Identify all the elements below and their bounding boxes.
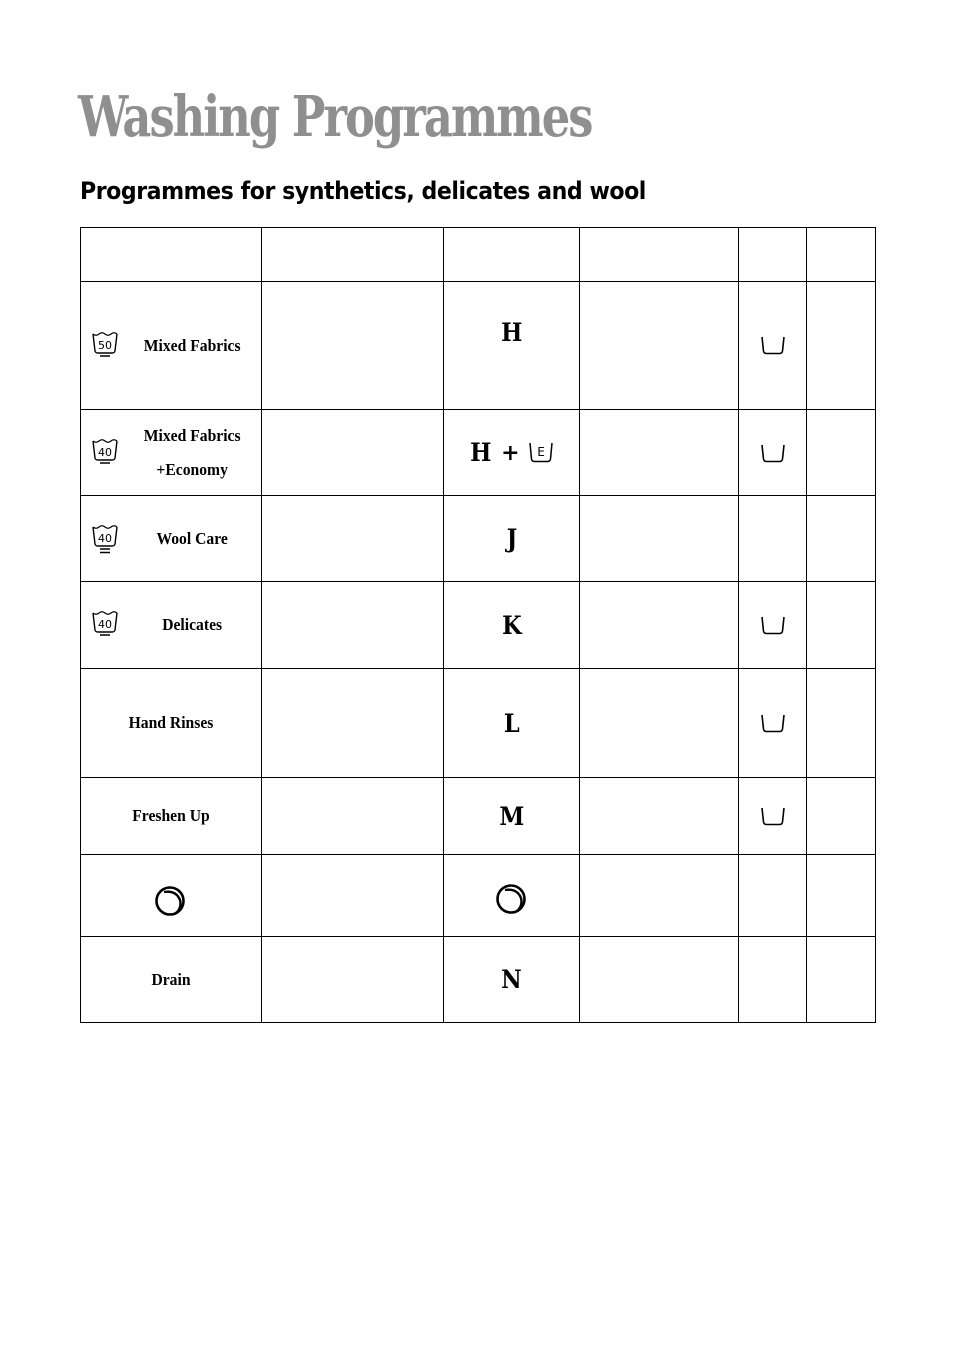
table-cell	[807, 937, 876, 1023]
detergent-cell	[739, 582, 807, 669]
programme-name-cell	[81, 778, 262, 855]
section-subtitle: Programmes for synthetics, delicates and wool	[80, 177, 646, 205]
programme-letter-cell	[444, 582, 580, 669]
programme-name: Drain	[151, 969, 191, 989]
programme-name: +Economy	[156, 459, 228, 479]
table-row	[81, 855, 876, 937]
spin-icon	[495, 882, 529, 916]
detergent-tub-icon	[760, 334, 786, 356]
table-cell	[580, 855, 739, 937]
programme-letter: H	[470, 438, 492, 467]
programme-letter-cell	[444, 669, 580, 778]
programme-letter-cell	[444, 496, 580, 582]
table-row	[81, 669, 876, 778]
care-temperature: 50	[98, 338, 112, 352]
table-header-row	[81, 228, 876, 282]
table-cell	[807, 778, 876, 855]
programme-name: Mixed Fabrics	[143, 335, 241, 355]
table-cell	[807, 282, 876, 410]
detergent-cell	[739, 855, 807, 937]
table-cell	[262, 778, 444, 855]
table-cell	[580, 669, 739, 778]
spin-icon	[154, 884, 188, 918]
detergent-cell	[739, 282, 807, 410]
plus-sign: +	[501, 439, 520, 466]
table-cell	[580, 582, 739, 669]
detergent-tub-icon	[760, 712, 786, 734]
programme-letter-cell	[444, 410, 580, 496]
detergent-tub-icon	[760, 614, 786, 636]
header-cell	[444, 228, 580, 282]
detergent-cell	[739, 496, 807, 582]
table-row	[81, 410, 876, 496]
table-cell	[262, 496, 444, 582]
table-row	[81, 282, 876, 410]
table-cell	[580, 282, 739, 410]
detergent-cell	[739, 778, 807, 855]
care-temperature: 40	[98, 531, 112, 545]
page-title: Washing Programmes	[78, 84, 592, 150]
programme-name-cell	[81, 855, 262, 937]
programme-name: Freshen Up	[132, 806, 210, 825]
table-cell	[807, 582, 876, 669]
detergent-tub-icon	[760, 442, 786, 464]
programme-name-cell	[81, 669, 262, 778]
table-cell	[580, 496, 739, 582]
table-cell	[262, 582, 444, 669]
table-cell	[262, 282, 444, 410]
table-cell	[807, 855, 876, 937]
table-row	[81, 496, 876, 582]
programme-letter-cell	[444, 937, 580, 1023]
care-temperature: 40	[98, 618, 112, 631]
programme-name: Wool Care	[156, 528, 228, 548]
table-row	[81, 937, 876, 1023]
table-cell	[807, 496, 876, 582]
programme-name-cell	[81, 582, 262, 669]
programme-letter: K	[501, 610, 522, 640]
programme-letter: N	[501, 965, 522, 994]
programme-name-cell	[81, 282, 262, 410]
header-cell	[81, 228, 262, 282]
programme-name: Hand Rinses	[128, 713, 214, 732]
table-row	[81, 582, 876, 669]
table-cell	[580, 937, 739, 1023]
header-cell	[580, 228, 739, 282]
programme-name-cell	[81, 496, 262, 582]
detergent-cell	[739, 937, 807, 1023]
programme-name-cell	[81, 410, 262, 496]
programme-letter: M	[499, 801, 524, 831]
programme-letter: L	[503, 708, 520, 738]
table-row	[81, 778, 876, 855]
table-cell	[580, 778, 739, 855]
table-cell	[807, 669, 876, 778]
programme-name-cell	[81, 937, 262, 1023]
table-cell	[262, 937, 444, 1023]
table-cell	[580, 410, 739, 496]
programme-name: Delicates	[162, 615, 223, 634]
detergent-cell	[739, 410, 807, 496]
table-cell	[807, 410, 876, 496]
detergent-tub-icon	[760, 805, 786, 827]
programme-name: Mixed Fabrics	[143, 425, 241, 445]
programme-letter-cell	[444, 778, 580, 855]
detergent-cell	[739, 669, 807, 778]
programme-letter-cell	[444, 282, 580, 410]
table-cell	[262, 669, 444, 778]
programme-letter: H	[500, 318, 523, 347]
care-temperature: 40	[98, 445, 112, 459]
header-cell	[739, 228, 807, 282]
economy-button-icon	[528, 441, 554, 465]
programme-table	[80, 227, 876, 1023]
header-cell	[262, 228, 444, 282]
economy-label: E	[536, 444, 545, 459]
table-cell	[262, 410, 444, 496]
programme-letter-cell	[444, 855, 580, 937]
header-cell	[807, 228, 876, 282]
programme-letter: J	[506, 524, 517, 553]
table-cell	[262, 855, 444, 937]
